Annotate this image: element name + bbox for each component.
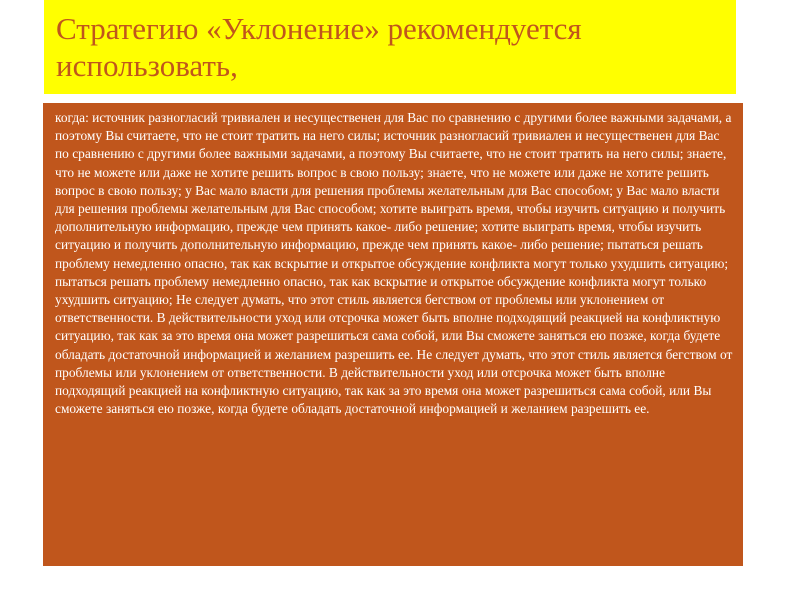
body-box — [43, 103, 743, 566]
slide-title: Стратегию «Уклонение» рекомендуется использовать, — [56, 11, 582, 83]
title-box — [44, 0, 736, 94]
slide-body-text: когда: источник разногласий тривиален и несущественен для Вас по сравнению с другими более важными задачами, а поэтому Вы считаете, что не стоит тратить на него силы; источник разногласий тривиален и несущественен для Вас по сравнению с другими более важными задачами, а поэтому Вы считаете, что не стоит тратить на него силы; знаете, что не можете или даже не хотите решить вопрос в свою пользу; знаете, что не можете или даже не хотите решить вопрос в свою пользу; у Вас мало власти для решения проблемы желательным для Вас способом; у Вас мало власти для решения проблемы желательным для Вас способом; хотите выиграть время, чтобы изучить ситуацию и получить дополнительную информацию, прежде чем принять какое- либо решение; хотите выиграть время, чтобы изучить ситуацию и получить дополнительную информацию, прежде чем принять какое- либо решение; пытаться решать проблему немедленно опасно, так как вскрытие и открытое обсуждение конфликта могут только ухудшить ситуацию; пытаться решать проблему немедленно опасно, так как вскрытие и открытое обсуждение конфликта могут только ухудшить ситуацию; Не следует думать, что этот стиль является бегством от проблемы или уклонением от ответственности. В действительности уход или отсрочка может быть вполне подходящий реакцией на конфликтную ситуацию, так как за это время она может разрешиться сама собой, или Вы сможете заняться ею позже, когда будете обладать достаточной информацией и желанием разрешить ее. Не следует думать, что этот стиль является бегством от проблемы или уклонением от ответственности. В действительности уход или отсрочка может быть вполне подходящий реакцией на конфликтную ситуацию, так как за это время она может разрешиться сама собой, или Вы сможете заняться ею позже, когда будете обладать достаточной информацией и желанием разрешить ее. — [55, 110, 733, 417]
